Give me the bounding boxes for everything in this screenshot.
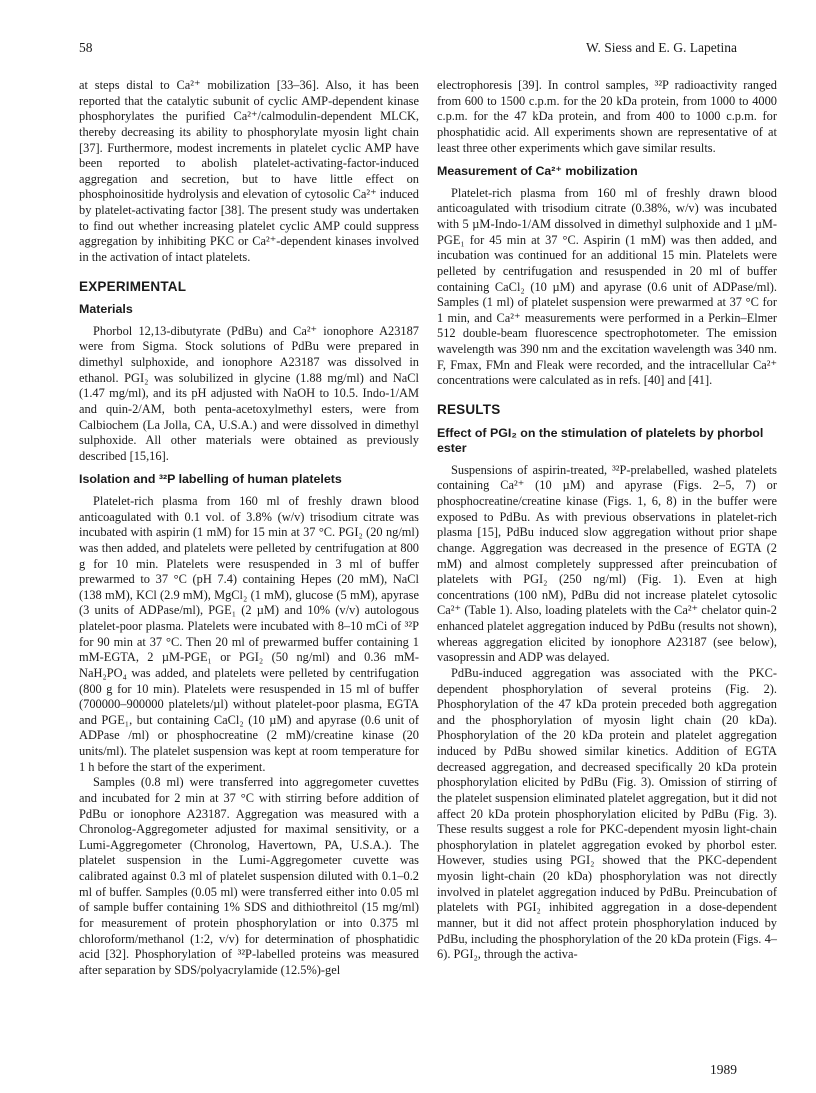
isolation-paragraph-2: Samples (0.8 ml) were transferred into aggregometer cuvettes and incubated for 2 min at 37 °C with stirring before addition of PdBu or ionophore A23187. Aggregation was measured with a Chronolog-Aggregometer adjusted for maximal sensitivity, or a Lumi-Aggregometer (Chronolog, Havertown, PA, U.S.A.). The platelet suspension in the Lumi-Aggregometer cuvette was calibrated against 0.3 ml of platelet suspension diluted with 0.1–0.2 ml of buffer. Samples (0.05 ml) were transferred either into 0.05 ml of sample buffer containing 1% SDS and dithiothreitol (15 mg/ml) for measurement of protein phosphorylation or into 0.375 ml chloroform/methanol (1:2, v/v) for determination of phosphatidic acid [32]. Phosphorylation of ³²P-labelled proteins was measured after separation by SDS/polyacrylamide (12.5%)-gel [79, 775, 419, 977]
running-head: W. Siess and E. G. Lapetina [586, 40, 737, 55]
isolation-continued-paragraph: electrophoresis [39]. In control samples, ³²P radioactivity ranged from 600 to 1500 c.p.m. for the 20 kDa protein, from 1000 to 4000 c.p.m. for the 47 kDa protein, and from 400 to 1000 c.p.m. for phosphatidic acid. All experiments shown are representative of at least three other experiments which gave similar results. [437, 78, 777, 155]
section-heading-experimental: EXPERIMENTAL [79, 278, 187, 294]
page-number-top: 58 [79, 40, 93, 55]
subheading-calcium: Measurement of Ca²⁺ mobilization [437, 164, 638, 179]
materials-paragraph: Phorbol 12,13-dibutyrate (PdBu) and Ca²⁺ ionophore A23187 were from Sigma. Stock solutions of PdBu were prepared in dimethyl sulphoxide, and ionophore A23187 was dissolved in ethanol. PGI₂ was solubilized in glycine (1.88 mg/ml) and NaCl (1.47 mg/ml), and its pH adjusted with NaOH to 10.5. Indo-1/AM and quin-2/AM, both penta-acetoxylmethyl esters, were from Calbiochem (La Jolla, CA, U.S.A.) and were dissolved in dimethyl sulphoxide. All other materials were obtained as previously described [15,16]. [79, 323, 419, 463]
results-paragraph-1: Suspensions of aspirin-treated, ³²P-prelabelled, washed platelets containing Ca²⁺ (10 µM) and apyrase (Figs. 2–5, 7) or phosphocreatine/creatine kinase (Figs. 1, 6, 8) in the buffer were exposed to PdBu. As with previous observations in platelet-rich plasma [15], PdBu induced slow aggregation without prior shape change. Aggregation was decreased in the presence of EGTA (2 mM) and almost completely suppressed after preincubation of platelets with PGI₂ (250 ng/ml) (Fig. 1). Even at high concentrations (100 nM), PdBu did not increase platelet cytosolic Ca²⁺ (Table 1). Also, loading platelets with the Ca²⁺ chelator quin-2 enhanced platelet aggregation induced by PdBu (results not shown), whereas aggregation elicited by ionophore A23187 (see below), vasopressin and ADP was delayed. [437, 462, 777, 665]
subheading-effect-pgi2: Effect of PGI₂ on the stimulation of platelets by phorbol ester [437, 425, 764, 456]
subheading-isolation: Isolation and ³²P labelling of human platelets [79, 472, 342, 487]
subheading-materials: Materials [79, 302, 133, 317]
results-paragraph-2: PdBu-induced aggregation was associated with the PKC-dependent phosphorylation of several proteins (Fig. 2). Phosphorylation of the 47 kDa protein preceded both aggregation and the phosphorylation of myosin light chain (20 kDa). Phosphorylation of the 20 kDa protein and platelet aggregation induced by PdBu showed similar kinetics. Addition of EGTA decreased aggregation, and decreased specifically 20 kDa protein phosphorylation elicited by PdBu (Fig. 3). Omission of stirring of the platelet suspension eliminated platelet aggregation, but it did not affect 20 kDa protein phosphorylation elicited by PdBu (Fig. 3). These results suggest a role for PKC-dependent myosin light-chain phosphorylation in platelet aggregation evoked by phorbol ester. However, studies using PGI₂ showed that the PKC-dependent myosin light-chain (20 kDa) phosphorylation was not directly involved in platelet aggregation induced by PdBu. Preincubation of platelets with PGI₂ inhibited aggregation in a dose-dependent manner, but it did not affect protein phosphorylation induced by PdBu, including the phosphorylation of the 20 kDa protein (Figs. 4–6). PGI₂, through the activa- [437, 665, 777, 962]
left-column [79, 78, 419, 978]
section-heading-results: RESULTS [437, 401, 501, 417]
page-number-bottom: 1989 [710, 1062, 737, 1077]
calcium-paragraph: Platelet-rich plasma from 160 ml of freshly drawn blood anticoagulated with trisodium citrate (0.38%, w/v) was incubated with 5 µM-Indo-1/AM dissolved in dimethyl sulphoxide and 1 µM-PGE₁ for 45 min at 37 °C. Aspirin (1 mM) was then added, and incubation was continued for an additional 15 min. Platelets were pelleted by centrifugation and resuspended in 20 ml of buffer containing CaCl₂ (10 µM) and apyrase (0.6 unit of ADPase/ml). Samples (1 ml) of platelet suspension were prewarmed at 37 °C for 1 min, and Ca²⁺ measurements were performed in a Perkin–Elmer 512 double-beam fluorescence spectrophotometer. The emission wavelength was 390 nm and the excitation wavelength was 340 nm. F, Fmax, FMn and Fleak were recorded, and the intracellular Ca²⁺ concentrations were calculated as in refs. [40] and [41]. [437, 185, 777, 388]
isolation-paragraph-1: Platelet-rich plasma from 160 ml of freshly drawn blood anticoagulated with 0.1 vol. of 3.8% (w/v) trisodium citrate was incubated with aspirin (1 mM) for 15 min at 37 °C. PGI₂ (20 ng/ml) was then added, and platelets were pelleted by centrifugation at 800 g for 10 min. Platelets were resuspended in 3 ml of buffer prewarmed to 37 °C (pH 7.4) containing Hepes (20 mM), NaCl (138 mM), KCl (2.9 mM), MgCl₂ (1 mM), glucose (5 mM), apyrase (3 units of ADPase/ml), PGE₁ (2 µM) and 10% (v/v) autologous platelet-poor plasma. Platelets were incubated with 8–10 mCi of ³²P for 90 min at 37 °C. Then 20 ml of prewarmed buffer containing 1 mM-EGTA, 2 µM-PGE₁ or PGI₂ (50 ng/ml) and 0.36 mM-NaH₂PO₄ was added, and platelets were pelleted by centrifugation (800 g for 10 min). Platelets were resuspended in 15 ml of buffer (700000–900000 platelets/µl) without platelet-poor plasma, EGTA and PGE₁, but containing CaCl₂ (10 µM) and apyrase (0.6 unit of ADPase /ml) or phosphocreatine (2 mM)/creatine kinase (20 units/ml). The platelet suspension was kept at room temperature for 1 h before the start of the experiment. [79, 494, 419, 774]
right-column [437, 78, 777, 963]
intro-paragraph: at steps distal to Ca²⁺ mobilization [33–36]. Also, it has been reported that the catalytic subunit of cyclic AMP-dependent kinase phosphorylates the purified Ca²⁺/calmodulin-dependent MLCK, thereby decreasing its ability to phosphorylate myosin light chain [37]. Furthermore, modest increments in platelet cyclic AMP have been reported to abolish platelet-activating-factor-induced aggregation and secretion, but to have little effect on phosphoinositide hydrolysis and elevation of cytosolic Ca²⁺ induced by platelet-activating factor [38]. The present study was undertaken to find out whether increasing platelet cyclic AMP could suppress aggregation by inhibiting PKC or Ca²⁺-dependent kinases involved in the activation of intact platelets. [79, 78, 419, 264]
